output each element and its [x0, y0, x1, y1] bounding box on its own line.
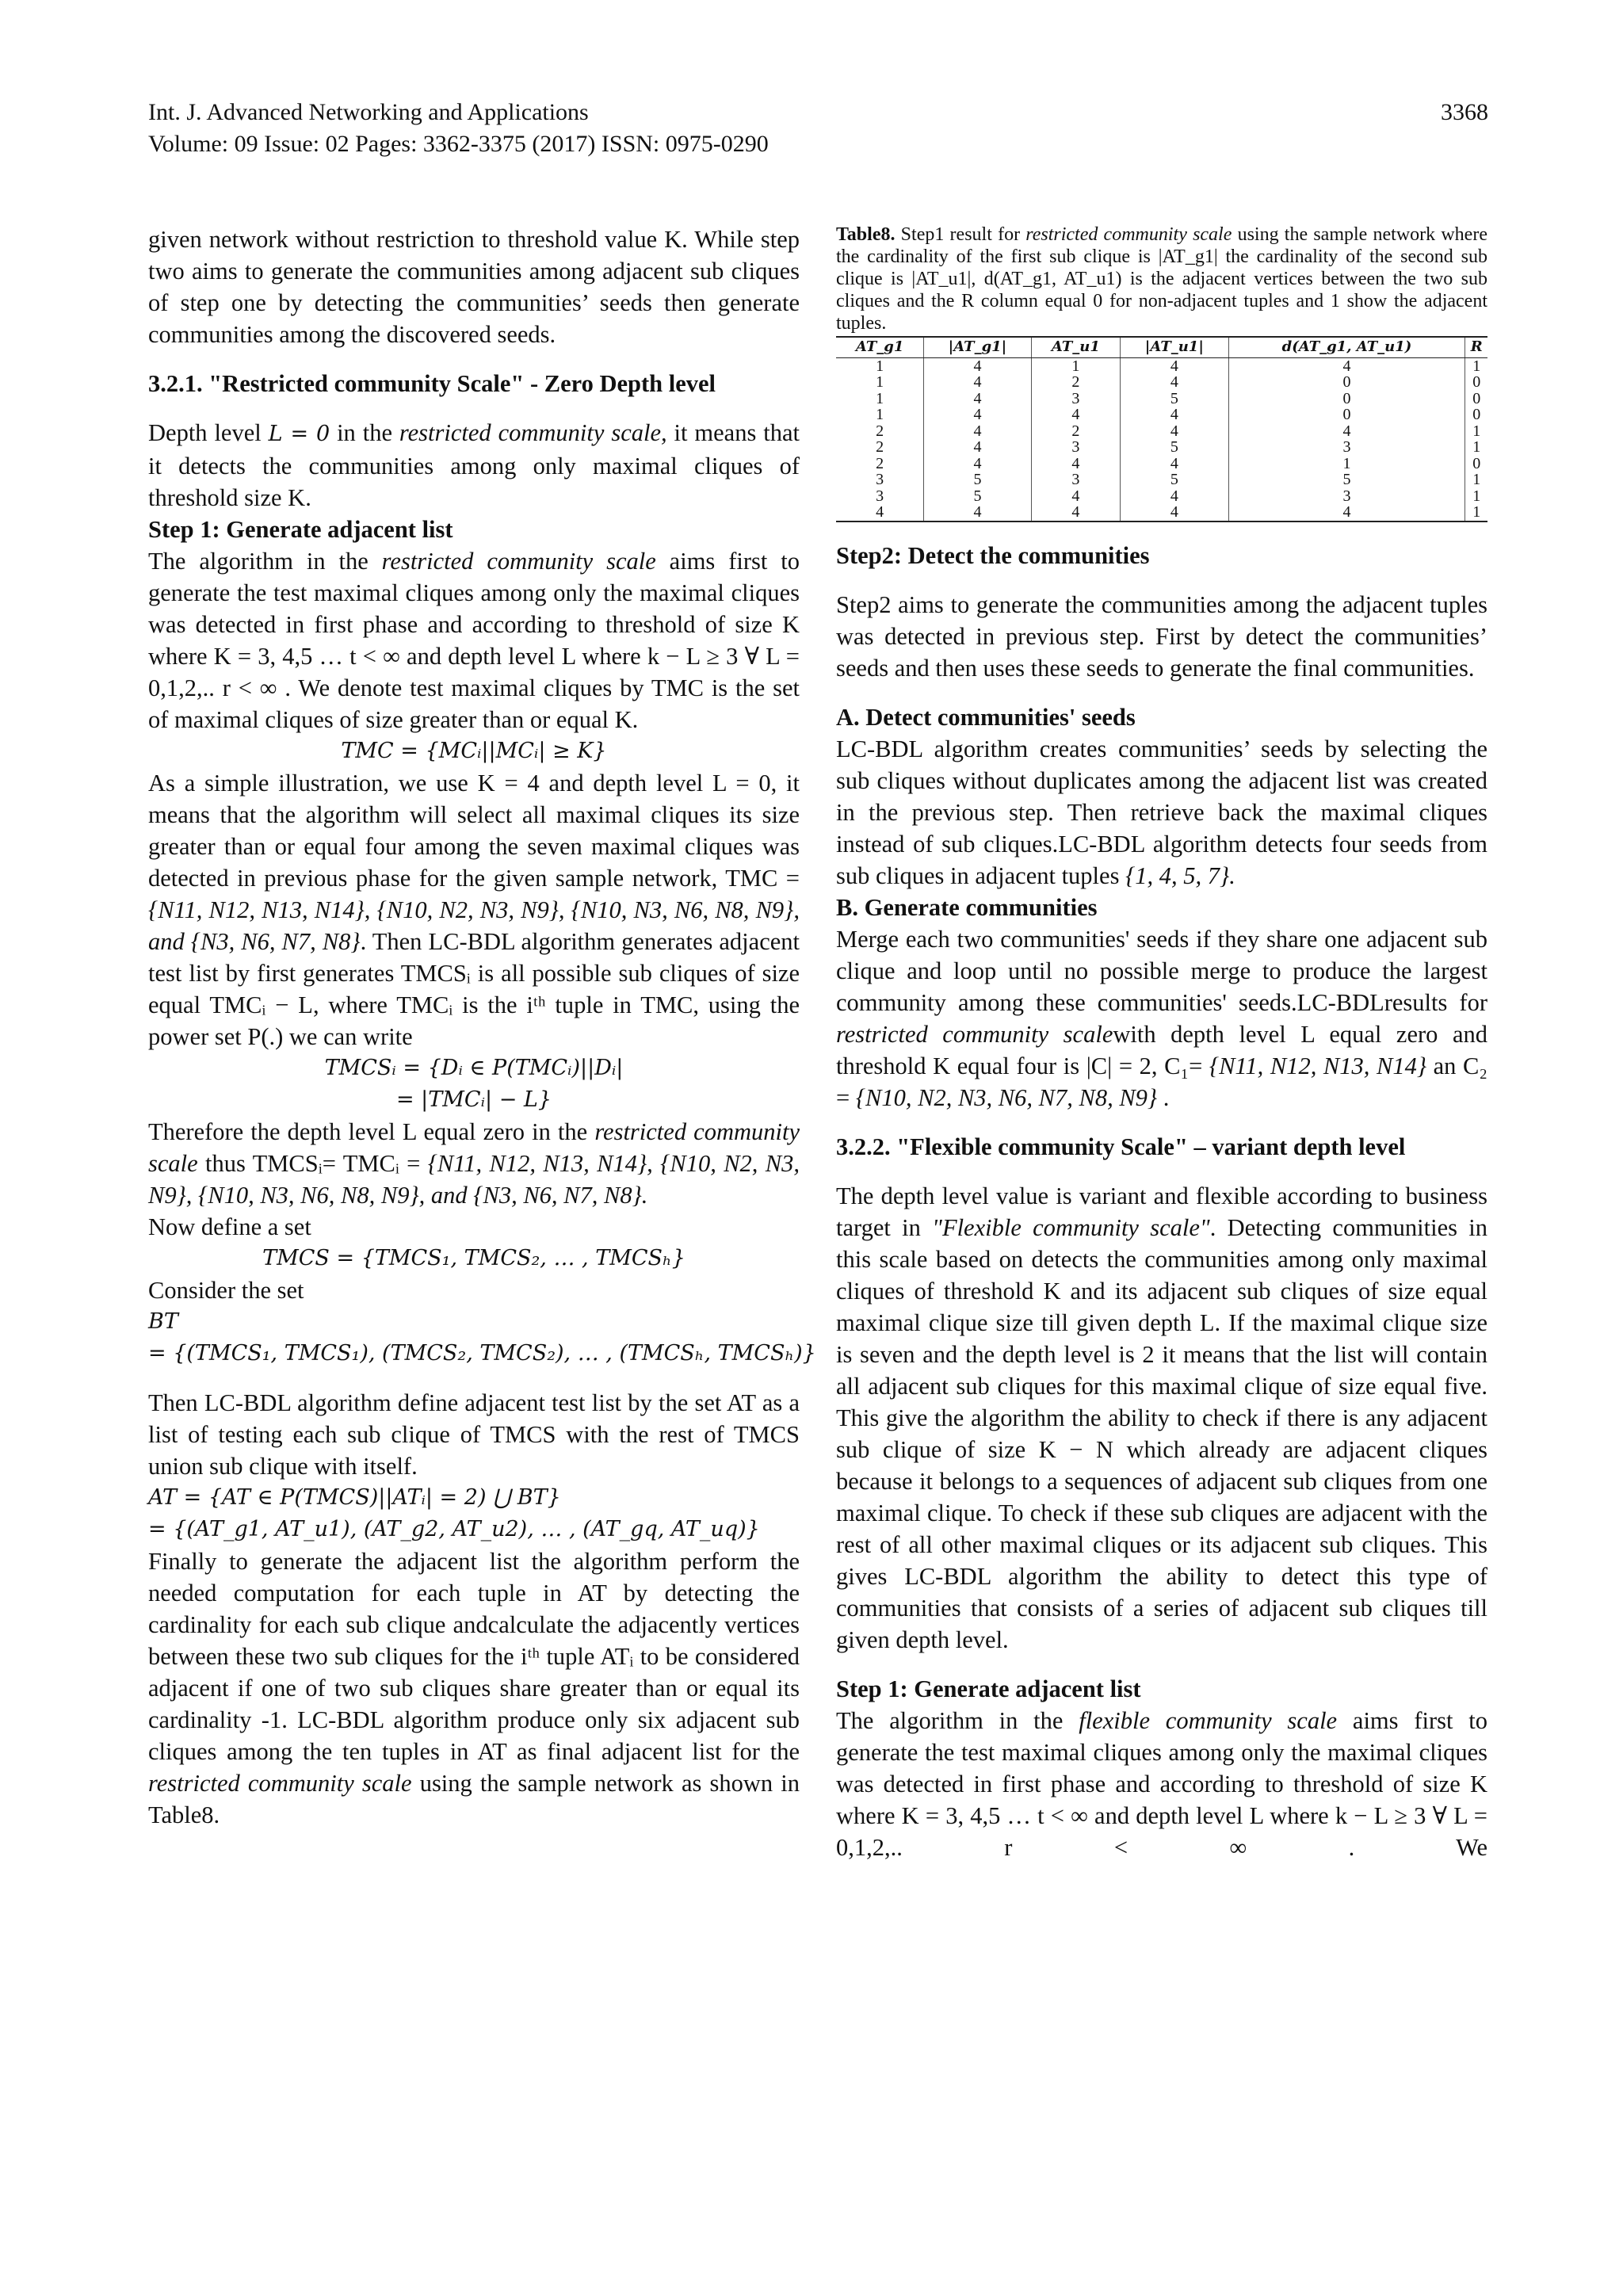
equation-tmcs-1: TMCSᵢ = {Dᵢ ∈ P(TMCᵢ)||Dᵢ| — [324, 1056, 624, 1080]
table-cell: 0 — [1465, 407, 1487, 423]
then-paragraph: Then LC-BDL algorithm define adjacent test list by the set AT as a list of testing each sub clique of TMCS with the rest of TMCS union sub clique with itself. — [148, 1389, 800, 1480]
table-row — [836, 456, 1487, 472]
equation-bt: = {(TMCS₁, TMCS₁), (TMCS₂, TMCS₂), … , (TMCSₕ, TMCSₕ)} — [148, 1341, 816, 1366]
step1-heading: Step 1: Generate adjacent list — [148, 516, 453, 543]
section-heading-3-2-2: 3.2.2. "Flexible community Scale" – variant depth level — [836, 1133, 1406, 1160]
table-header-cell: AT_u1 — [1031, 337, 1121, 357]
table-cell: 1 — [1465, 472, 1487, 488]
subheading-b: B. Generate communities — [836, 893, 1098, 921]
table-header-cell: AT_g1 — [836, 337, 924, 357]
table8-caption: Table8. Step1 result for restricted community scale using the sample network where the cardinality of the first sub clique is |AT_g1| the cardinality of the second sub clique is |AT_u1|, d(AT_g1, AT_u1) is the adjacent vertices between the two sub cliques and the R column equal 0 for non-adjacent tuples and 1 show the adjacent tuples. — [836, 224, 1487, 334]
therefore-paragraph: Therefore the depth level L equal zero in the restricted community scale thus TMCSᵢ= TMCᵢ = {N11, N12, N13, N14}, {N10, N2, N3, N9}, {N10, N3, N6, N8, N9}, and {N3, N6, N7, N8}. — [148, 1118, 800, 1209]
table-cell: 1 — [1465, 439, 1487, 456]
right-column — [836, 223, 1487, 1863]
table-cell: 4 — [924, 407, 1031, 423]
left-column — [148, 223, 816, 1831]
table-cell: 1 — [876, 373, 884, 391]
table-cell: 3 — [1031, 472, 1121, 488]
table-cell: 4 — [1121, 488, 1228, 505]
table-cell: 1 — [1465, 423, 1487, 440]
table-header-cell: d(AT_g1, AT_u1) — [1228, 337, 1465, 357]
table-cell: 4 — [924, 504, 1031, 521]
table-cell: 4 — [1031, 456, 1121, 472]
table-cell: 4 — [1031, 504, 1121, 521]
equation-at-2: = {(AT_g1, AT_u1), (AT_g2, AT_u2), … , (AT_gq, AT_uq)} — [148, 1517, 760, 1541]
table-cell: 2 — [876, 422, 884, 440]
table-cell: 5 — [1121, 472, 1228, 488]
table-cell: 2 — [876, 454, 884, 472]
table-cell: 4 — [1121, 423, 1228, 440]
table-cell: 5 — [1121, 439, 1228, 456]
bt-label: BT — [148, 1309, 178, 1334]
table-cell: 4 — [1228, 504, 1465, 521]
step2-heading: Step2: Detect the communities — [836, 541, 1150, 569]
table-cell: 4 — [1121, 456, 1228, 472]
table-cell: 4 — [924, 423, 1031, 440]
depth-paragraph: Depth level L = 0 in the restricted community scale, it means that it detects the communities among only maximal cliques of threshold size K. — [148, 419, 800, 511]
table-row — [836, 488, 1487, 505]
table-cell: 4 — [1228, 357, 1465, 374]
table-cell: 5 — [1121, 391, 1228, 407]
table-cell: 4 — [924, 391, 1031, 407]
table-cell: 2 — [1031, 423, 1121, 440]
table-cell: 0 — [1228, 391, 1465, 407]
intro-paragraph: given network without restriction to threshold value K. While step two aims to generate the communities among adjacent sub cliques of step one by detecting the communities’ seeds then generate communities among the discovered seeds. — [148, 226, 800, 348]
page-number: 3368 — [1441, 99, 1488, 125]
table-cell: 4 — [1228, 423, 1465, 440]
table-cell: 1 — [876, 406, 884, 423]
table-cell: 4 — [1121, 357, 1228, 374]
table-row — [836, 407, 1487, 423]
table-row — [836, 439, 1487, 456]
section-heading-3-2-1: 3.2.1. "Restricted community Scale" - Zero Depth level — [148, 370, 716, 397]
table-row — [836, 423, 1487, 440]
equation-tmcs-set: TMCS = {TMCS₁, TMCS₂, … , TMCSₕ} — [262, 1246, 685, 1270]
table-cell: 4 — [924, 374, 1031, 391]
table-cell: 1 — [876, 389, 884, 407]
table-row — [836, 472, 1487, 488]
illustration-paragraph: As a simple illustration, we use K = 4 and depth level L = 0, it means that the algorithm will select all maximal cliques its size greater than or equal four among the seven maximal cliques was detected in previous phase for the given sample network, TMC = {N11, N12, N13, N14}, {N10, N2, N3, N9}, {N10, N3, N6, N8, N9}, and {N3, N6, N7, N8}. Then LC-BDL algorithm generates adjacent test list by first generates TMCSᵢ is all possible sub cliques of size equal TMCᵢ − L, where TMCᵢ is the iᵗʰ tuple in TMC, using the power set P(.) we can write — [148, 770, 800, 1050]
table-cell: 0 — [1465, 391, 1487, 407]
table-cell: 0 — [1465, 456, 1487, 472]
table-cell: 5 — [1228, 472, 1465, 488]
table-cell: 4 — [1121, 504, 1228, 521]
table-cell: 4 — [924, 357, 1031, 374]
table-cell: 3 — [1228, 439, 1465, 456]
table-cell: 4 — [1121, 374, 1228, 391]
consider-text: Consider the set — [148, 1277, 304, 1304]
table-cell: 4 — [924, 439, 1031, 456]
seeds-paragraph: LC-BDL algorithm creates communities’ seeds by selecting the sub cliques without duplicates among the adjacent list was created in the previous step. Then retrieve back the maximal cliques instead of sub cliques.LC-BDL algorithm detects four seeds from sub cliques in adjacent tuples {1, 4, 5, 7}. — [836, 735, 1487, 889]
table-cell: 4 — [1121, 407, 1228, 423]
table-header-cell: |AT_g1| — [924, 337, 1031, 357]
table-cell: 1 — [1465, 488, 1487, 505]
table-header-row — [836, 337, 1487, 357]
table8 — [836, 336, 1487, 522]
table-cell: 3 — [1228, 488, 1465, 505]
step1-flexible-heading: Step 1: Generate adjacent list — [836, 1675, 1141, 1702]
table-cell: 3 — [876, 487, 884, 505]
table-cell: 4 — [1031, 407, 1121, 423]
table-cell: 3 — [1031, 439, 1121, 456]
table-cell: 1 — [1228, 456, 1465, 472]
table-cell: 2 — [876, 438, 884, 456]
equation-tmc: TMC = {MCᵢ||MCᵢ| ≥ K} — [341, 739, 607, 763]
define-set-text: Now define a set — [148, 1213, 311, 1240]
table-cell: 5 — [924, 472, 1031, 488]
table-header-cell: R — [1465, 337, 1487, 357]
table-header-cell: |AT_u1| — [1121, 337, 1228, 357]
table-cell: 4 — [836, 504, 924, 521]
table-cell: 4 — [924, 456, 1031, 472]
subheading-a: A. Detect communities' seeds — [836, 703, 1136, 731]
equation-tmcs-2: = |TMCᵢ| − L} — [395, 1087, 552, 1112]
volume-info: Volume: 09 Issue: 02 Pages: 3362-3375 (2017) ISSN: 0975-0290 — [148, 131, 769, 157]
table-cell: 1 — [1031, 357, 1121, 374]
table-cell: 4 — [1031, 488, 1121, 505]
communities-paragraph: Merge each two communities' seeds if they share one adjacent sub clique and loop until no possible merge to produce the largest community among these communities' seeds.LC-BDLresults for restricted community scalewith depth level L equal zero and threshold K equal four is |C| = 2, C₁= {N11, N12, N13, N14} an C₂ = {N10, N2, N3, N6, N7, N8, N9} . — [836, 925, 1487, 1111]
step1-paragraph: The algorithm in the restricted community scale aims first to generate the test maximal cliques among only the maximal cliques was detected in first phase and according to threshold of size K where K = 3, 4,5 … t < ∞ and depth level L where k − L ≥ 3 ∀ L = 0,1,2,.. r < ∞ . We denote test maximal cliques by TMC is the set of maximal cliques of size greater than or equal K. — [148, 548, 800, 733]
table-cell: 1 — [1465, 357, 1487, 374]
equation-at-1: AT = {AT ∈ P(TMCS)||ATᵢ| = 2) ⋃ BT} — [148, 1485, 561, 1510]
table-row — [836, 391, 1487, 407]
table-cell: 3 — [876, 471, 884, 488]
flexible-paragraph: The depth level value is variant and flexible according to business target in "Flexible community scale". Detecting communities in this scale based on detects the communities among only maximal cliques of threshold K and its adjacent sub cliques of size equal maximal clique size till given depth L. If the maximal clique size is seven and the depth level is 2 it means that the list will contain all adjacent sub cliques for this maximal clique of size equal five. This give the algorithm the ability to check if there is any adjacent sub clique of size K − N which already are adjacent cliques because it belongs to a sequences of adjacent sub cliques from one maximal clique. To check if these sub cliques are adjacent with the rest of all other maximal cliques or its adjacent sub cliques. This gives LC-BDL algorithm the ability to detect this type of communities that consists of a series of adjacent sub cliques till given depth level. — [836, 1182, 1487, 1653]
step1-flexible-paragraph: The algorithm in the flexible community scale aims first to generate the test maximal cliques among only the maximal cliques was detected in first phase and according to threshold of size K where K = 3, 4,5 … t < ∞ and depth level L where k − L ≥ 3 ∀ L = 0,1,2,.. r < ∞ . We — [836, 1706, 1487, 1861]
table-cell: 2 — [1031, 374, 1121, 391]
table-cell: 3 — [1031, 391, 1121, 407]
table-cell: 0 — [1228, 374, 1465, 391]
table-row — [836, 374, 1487, 391]
journal-title: Int. J. Advanced Networking and Applications — [148, 99, 589, 125]
table-row — [836, 504, 1487, 521]
table-cell: 1 — [1465, 504, 1487, 521]
table-cell: 0 — [1465, 374, 1487, 391]
running-header — [148, 97, 769, 160]
table-row — [836, 357, 1487, 374]
step2-paragraph: Step2 aims to generate the communities among the adjacent tuples was detected in previous step. First by detect the communities’ seeds and then uses these seeds to generate the final communities. — [836, 590, 1487, 682]
table-cell: 5 — [924, 488, 1031, 505]
table-cell: 1 — [876, 357, 884, 375]
table-cell: 0 — [1228, 407, 1465, 423]
finally-paragraph: Finally to generate the adjacent list the algorithm perform the needed computation for each tuple in AT by detecting the cardinality for each sub clique andcalculate the adjacently vertices between these two sub cliques for the iᵗʰ tuple ATᵢ to be considered adjacent if one of two sub cliques share greater than or equal its cardinality -1. LC-BDL algorithm produce only six adjacent sub cliques among the ten tuples in AT as final adjacent list for the restricted community scale using the sample network as shown in Table8. — [148, 1548, 800, 1828]
